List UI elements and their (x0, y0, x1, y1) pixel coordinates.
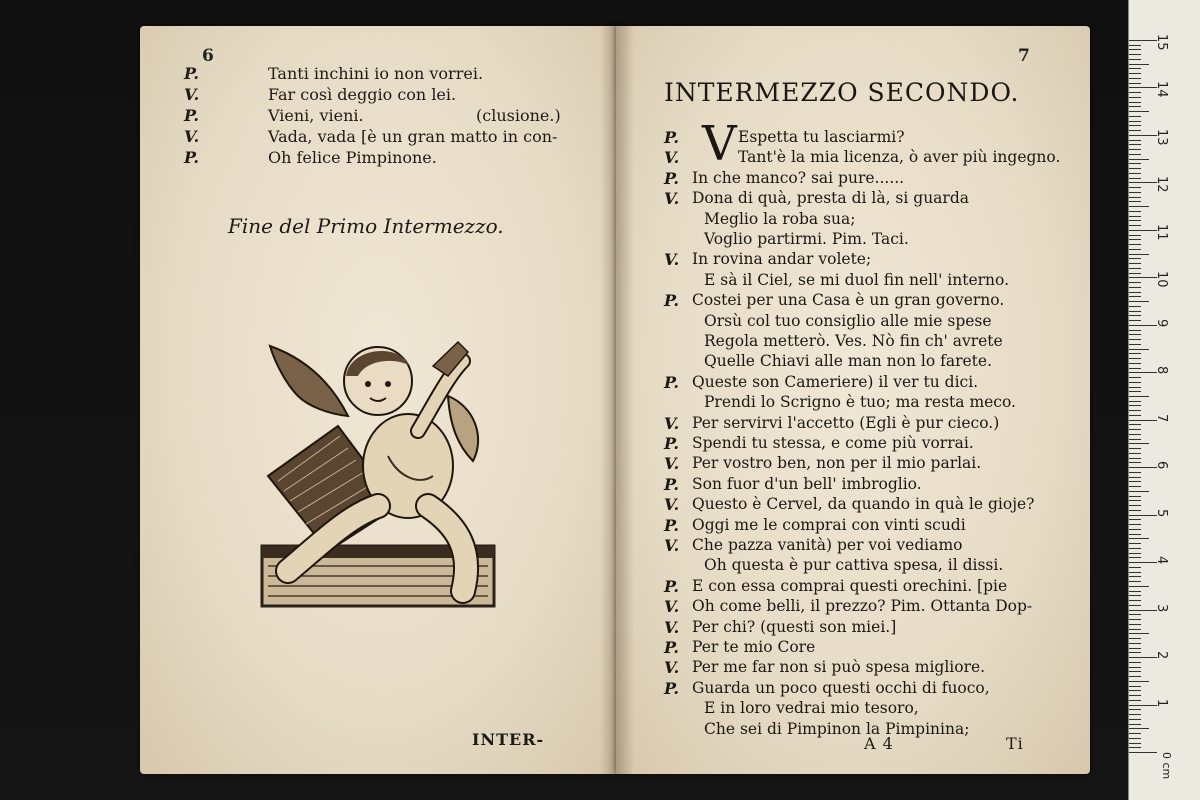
ruler-tick (1129, 263, 1141, 264)
ruler-tick (1129, 690, 1141, 691)
ruler-tick (1129, 140, 1141, 141)
ruler-tick (1129, 59, 1141, 60)
ruler-tick (1129, 125, 1141, 126)
ruler-tick (1129, 339, 1141, 340)
ruler-tick (1129, 610, 1157, 611)
ruler-tick (1129, 591, 1141, 592)
ruler-tick (1129, 714, 1141, 715)
ruler-tick (1129, 648, 1141, 649)
ruler-number: 5 (1154, 508, 1169, 517)
ruler-number: 12 (1154, 176, 1169, 193)
ruler-tick (1129, 410, 1141, 411)
signature-mark: A 4 (864, 734, 894, 753)
ruler-tick (1129, 216, 1141, 217)
speaker-label: V. (664, 617, 680, 637)
ruler-tick (1129, 600, 1141, 601)
ruler-tick (1129, 372, 1157, 373)
ruler-tick (1129, 73, 1141, 74)
dialogue-line: Vieni, vieni. (268, 106, 364, 125)
intermezzo-heading: INTERMEZZO SECONDO. (664, 78, 1020, 107)
dialogue-line: Son fuor d'un bell' imbroglio. (692, 474, 922, 493)
ruler-tick (1129, 64, 1149, 65)
dialogue-line: Questo è Cervel, da quando in quà le gioje? (692, 495, 1035, 514)
ruler-tick (1129, 292, 1141, 293)
dialogue-line: Oggi me le comprai con vinti scudi (692, 515, 966, 534)
ruler-tick (1129, 358, 1141, 359)
speaker-label: P. (664, 291, 679, 311)
ruler-tick (1129, 728, 1149, 729)
ruler-tick (1129, 363, 1141, 364)
ruler-tick (1129, 420, 1157, 421)
ruler-tick (1129, 477, 1141, 478)
ruler-tick (1129, 619, 1141, 620)
ruler-tick (1129, 40, 1157, 41)
dialogue-line: E con essa comprai questi orechini. [pie (692, 576, 1008, 595)
ruler-tick (1129, 353, 1141, 354)
ruler-tick (1129, 629, 1141, 630)
dialogue-line: Costei per una Casa è un gran governo. (692, 291, 1005, 310)
speaker-label: P. (664, 678, 679, 698)
ruler-tick (1129, 633, 1149, 634)
ruler-tick (1129, 225, 1141, 226)
dialogue-line: Orsù col tuo consiglio alle mie spese (704, 311, 992, 330)
ruler-tick (1129, 486, 1141, 487)
speaker-label: V. (664, 495, 680, 515)
ruler-number: 13 (1154, 128, 1169, 146)
speaker-label: P. (664, 474, 679, 494)
ruler-tick (1129, 443, 1149, 444)
ruler-tick (1129, 429, 1141, 430)
ruler-tick (1129, 349, 1149, 350)
ruler-tick (1129, 83, 1141, 84)
ruler-tick (1129, 239, 1141, 240)
ruler-tick (1129, 144, 1141, 145)
ruler-tick (1129, 752, 1157, 753)
ruler-tick (1129, 54, 1141, 55)
ruler-tick (1129, 168, 1141, 169)
dialogue-line: Per te mio Core (692, 638, 816, 656)
ruler-tick (1129, 197, 1141, 198)
ruler-tick (1129, 700, 1141, 701)
right-catchword: Ti (1006, 734, 1024, 753)
ruler-tick (1129, 481, 1141, 482)
ruler-tick (1129, 724, 1141, 725)
speaker-label: V. (664, 413, 680, 433)
ruler-tick (1129, 330, 1141, 331)
ruler-tick (1129, 182, 1157, 183)
ruler-unit-label: 0 cm (1160, 752, 1173, 780)
dialogue-line: Oh come belli, il prezzo? Pim. Ottanta Dop- (692, 597, 1033, 616)
ruler-tick (1129, 296, 1141, 297)
speaker-label: P. (184, 106, 199, 125)
ruler-tick (1129, 121, 1141, 122)
dialogue-line: In rovina andar volete; (692, 250, 872, 269)
ruler-tick (1129, 652, 1141, 653)
ruler-tick (1129, 254, 1149, 255)
ruler-tick (1129, 505, 1141, 506)
ruler-tick (1129, 344, 1141, 345)
ruler-tick (1129, 301, 1149, 302)
ruler-tick (1129, 368, 1141, 369)
ruler-tick (1129, 235, 1141, 236)
ruler-tick (1129, 614, 1141, 615)
dialogue-line: In che manco? sai pure...... (692, 168, 905, 187)
ruler-tick (1129, 377, 1141, 378)
ruler-tick (1129, 391, 1141, 392)
ruler-tick (1129, 529, 1141, 530)
ruler-tick (1129, 68, 1141, 69)
ruler-tick (1129, 206, 1149, 207)
ruler-tick (1129, 695, 1141, 696)
ruler-tick (1129, 273, 1141, 274)
ruler-tick (1129, 576, 1141, 577)
speaker-label: P. (664, 638, 679, 657)
ruler-tick (1129, 686, 1141, 687)
ruler-tick (1129, 424, 1141, 425)
dialogue-line: Per servirvi l'accetto (Egli è pur cieco.) (692, 413, 1000, 432)
speaker-label: P. (664, 168, 679, 188)
ruler-tick (1129, 676, 1141, 677)
ruler-number: 4 (1154, 556, 1169, 565)
dialogue-line: Guarda un poco questi occhi di fuoco, (692, 678, 990, 697)
dialogue-line: Che sei di Pimpinon la Pimpinina; (704, 719, 970, 738)
ruler-tick (1129, 102, 1141, 103)
ruler-tick (1129, 405, 1141, 406)
measuring-ruler (1128, 0, 1200, 800)
drop-cap: V (702, 116, 737, 172)
ruler-number: 9 (1154, 318, 1169, 328)
ruler-tick (1129, 605, 1141, 606)
ruler-tick (1129, 733, 1141, 734)
cherub-woodcut-illustration (258, 336, 498, 610)
dialogue-line: Far così deggio con lei. (268, 85, 457, 104)
turnover-text: (clusione.) (476, 106, 561, 125)
dialogue-line: Queste son Cameriere) il ver tu dici. (692, 372, 979, 391)
ruler-tick (1129, 667, 1141, 668)
ruler-tick (1129, 106, 1141, 107)
ruler-tick (1129, 116, 1141, 117)
ruler-tick (1129, 401, 1141, 402)
ruler-number: 14 (1154, 81, 1169, 98)
ruler-tick (1129, 581, 1141, 582)
ruler-tick (1129, 45, 1141, 46)
ruler-number: 3 (1154, 603, 1169, 612)
ruler-tick (1129, 500, 1141, 501)
speaker-label: P. (664, 576, 679, 596)
ruler-tick (1129, 320, 1141, 321)
ruler-tick (1129, 249, 1141, 250)
ruler-tick (1129, 334, 1141, 335)
ruler-tick (1129, 548, 1141, 549)
speaker-label: P. (184, 64, 199, 83)
ruler-tick (1129, 87, 1157, 88)
ruler-tick (1129, 187, 1141, 188)
ruler-tick (1129, 92, 1141, 93)
ruler-tick (1129, 553, 1141, 554)
ruler-tick (1129, 510, 1141, 511)
speaker-label: V. (184, 127, 200, 146)
ruler-tick (1129, 439, 1141, 440)
ruler-number: 1 (1154, 698, 1169, 707)
speaker-label: V. (664, 536, 680, 555)
right-page-number: 7 (1018, 46, 1030, 66)
left-page-number: 6 (202, 46, 214, 66)
ruler-tick (1129, 154, 1141, 155)
ruler-tick (1129, 192, 1141, 193)
ruler-tick (1129, 662, 1141, 663)
speaker-label: V. (184, 85, 200, 104)
ruler-tick (1129, 524, 1141, 525)
ruler-tick (1129, 624, 1141, 625)
dialogue-line: Spendi tu stessa, e come più vorrai. (692, 434, 974, 452)
speaker-label: P. (664, 128, 679, 147)
ruler-number: 2 (1154, 651, 1169, 660)
dialogue-line: Che pazza vanità) per voi vediamo (692, 536, 963, 554)
dialogue-line: Tanti inchini io non vorrei. (268, 64, 484, 83)
ruler-tick (1129, 738, 1141, 739)
ruler-tick (1129, 538, 1149, 539)
ruler-tick (1129, 159, 1149, 160)
ruler-tick (1129, 496, 1141, 497)
dialogue-line: Voglio partirmi. Pim. Taci. (704, 230, 909, 248)
ruler-tick (1129, 387, 1141, 388)
ruler-tick (1129, 705, 1157, 706)
dialogue-line: Dona di quà, presta di là, si guarda (692, 189, 969, 208)
ruler-number: 11 (1154, 223, 1169, 241)
ruler-tick (1129, 657, 1157, 658)
ruler-tick (1129, 325, 1157, 326)
ruler-tick (1129, 458, 1141, 459)
dialogue-line: Oh felice Pimpinone. (268, 148, 437, 167)
ruler-tick (1129, 178, 1141, 179)
ruler-tick (1129, 163, 1141, 164)
ruler-number: 6 (1154, 461, 1169, 470)
speaker-label: V. (664, 454, 680, 474)
ruler-tick (1129, 415, 1141, 416)
dialogue-line: E sà il Ciel, se mi duol fin nell' interno. (704, 270, 1009, 289)
speaker-label: P. (184, 148, 199, 167)
ruler-tick (1129, 201, 1141, 202)
ruler-tick (1129, 111, 1149, 112)
ruler-number: 8 (1154, 366, 1169, 375)
speaker-label: V. (664, 250, 680, 270)
left-catchword: INTER- (472, 730, 545, 749)
speaker-label: V. (664, 148, 680, 168)
ruler-tick (1129, 534, 1141, 535)
ruler-tick (1129, 467, 1157, 468)
ruler-tick (1129, 230, 1157, 231)
dialogue-line: Per vostro ben, non per il mio parlai. (692, 454, 982, 473)
ruler-tick (1129, 434, 1141, 435)
ruler-tick (1129, 78, 1141, 79)
ruler-tick (1129, 709, 1141, 710)
ruler-tick (1129, 448, 1141, 449)
ruler-tick (1129, 719, 1141, 720)
dialogue-line: Regola metterò. Ves. Nò fin ch' avrete (704, 332, 1003, 350)
ruler-tick (1129, 681, 1149, 682)
dialogue-line: Per me far non si può spesa migliore. (692, 658, 986, 677)
ruler-tick (1129, 306, 1141, 307)
speaker-label: V. (664, 597, 680, 617)
dialogue-line: Oh questa è pur cattiva spesa, il dissi. (704, 556, 1004, 575)
ruler-tick (1129, 572, 1141, 573)
ruler-tick (1129, 282, 1141, 283)
dialogue-line: Quelle Chiavi alle man non lo farete. (704, 352, 992, 371)
ruler-number: 10 (1154, 271, 1169, 288)
dialogue-line: Prendi lo Scrigno è tuo; ma resta meco. (704, 393, 1016, 412)
dialogue-line: Espetta tu lasciarmi? (738, 128, 905, 146)
ruler-tick (1129, 671, 1141, 672)
ruler-tick (1129, 287, 1141, 288)
ruler-tick (1129, 586, 1149, 587)
speaker-label: V. (664, 658, 680, 678)
speaker-label: V. (664, 189, 680, 209)
ruler-tick (1129, 49, 1141, 50)
ruler-tick (1129, 135, 1157, 136)
ruler-tick (1129, 515, 1157, 516)
dialogue-line: Per chi? (questi son miei.] (692, 617, 897, 636)
ruler-tick (1129, 173, 1141, 174)
dialogue-line: E in loro vedrai mio tesoro, (704, 699, 919, 718)
ruler-tick (1129, 277, 1157, 278)
ruler-tick (1129, 743, 1141, 744)
ruler-tick (1129, 453, 1141, 454)
ruler-tick (1129, 491, 1149, 492)
dialogue-line: Meglio la roba sua; (704, 209, 856, 228)
ruler-number: 7 (1154, 413, 1169, 422)
ruler-tick (1129, 519, 1141, 520)
book-gutter (600, 26, 634, 774)
ruler-tick (1129, 258, 1141, 259)
ruler-tick (1129, 643, 1141, 644)
ruler-tick (1129, 220, 1141, 221)
ruler-tick (1129, 311, 1141, 312)
ruler-tick (1129, 462, 1141, 463)
ruler-tick (1129, 567, 1141, 568)
dialogue-line: Vada, vada [è un gran matto in con- (268, 127, 558, 146)
ruler-tick (1129, 149, 1141, 150)
ruler-tick (1129, 747, 1141, 748)
ruler-number: 15 (1154, 34, 1169, 51)
closing-title: Fine del Primo Intermezzo. (228, 214, 504, 238)
ruler-tick (1129, 244, 1141, 245)
ruler-tick (1129, 382, 1141, 383)
ruler-tick (1129, 396, 1149, 397)
ruler-tick (1129, 543, 1141, 544)
ruler-tick (1129, 97, 1141, 98)
ruler-tick (1129, 211, 1141, 212)
ruler-tick (1129, 268, 1141, 269)
speaker-label: P. (664, 515, 679, 535)
ruler-tick (1129, 130, 1141, 131)
speaker-label: P. (664, 434, 679, 453)
ruler-tick (1129, 595, 1141, 596)
ruler-tick (1129, 315, 1141, 316)
dialogue-line: Tant'è la mia licenza, ò aver più ingegno. (738, 148, 1061, 167)
speaker-label: P. (664, 372, 679, 392)
ruler-tick (1129, 472, 1141, 473)
ruler-tick (1129, 638, 1141, 639)
ruler-tick (1129, 557, 1141, 558)
ruler-tick (1129, 562, 1157, 563)
